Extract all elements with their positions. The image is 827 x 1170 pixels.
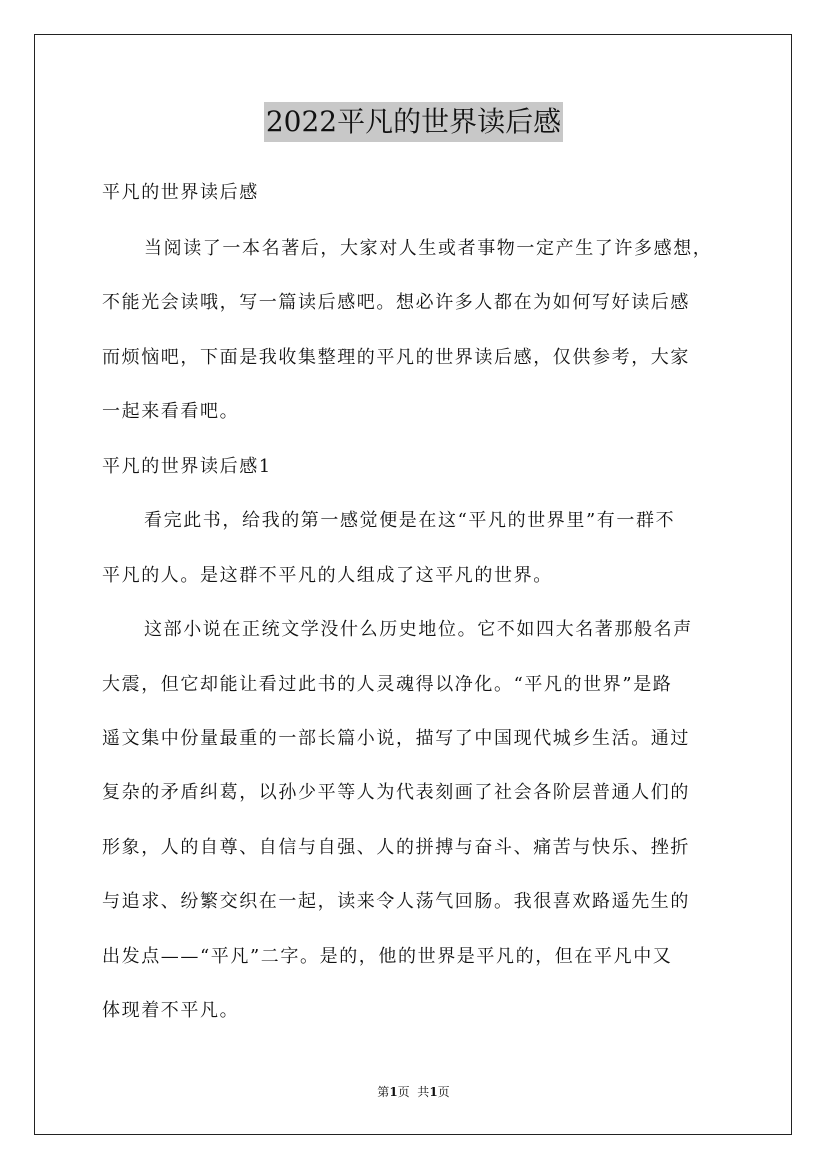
footer-total-pages: 1 bbox=[429, 1085, 438, 1099]
paragraph-line: 而烦恼吧，下面是我收集整理的平凡的世界读后感，仅供参考，大家 bbox=[102, 347, 690, 368]
title-container bbox=[0, 102, 827, 142]
paragraph-line: 这部小说在正统文学没什么历史地位。它不如四大名著那般名声 bbox=[144, 619, 693, 640]
paragraph-line: 大震，但它却能让看过此书的人灵魂得以净化。“平凡的世界”是路 bbox=[102, 674, 673, 695]
section-heading: 平凡的世界读后感1 bbox=[102, 456, 272, 477]
paragraph-line: 形象，人的自尊、自信与自强、人的拼搏与奋斗、痛苦与快乐、挫折 bbox=[102, 837, 690, 858]
paragraph-line: 遥文集中份量最重的一部长篇小说，描写了中国现代城乡生活。通过 bbox=[102, 728, 690, 749]
paragraph-line: 一起来看看吧。 bbox=[102, 401, 240, 422]
footer-page-number: 1 bbox=[389, 1085, 398, 1099]
page-footer bbox=[0, 1084, 827, 1100]
footer-middle: 页 共 bbox=[397, 1085, 430, 1099]
paragraph-line: 体现着不平凡。 bbox=[102, 1000, 240, 1021]
paragraph-line: 平凡的人。是这群不平凡的人组成了这平凡的世界。 bbox=[102, 565, 553, 586]
paragraph-line: 当阅读了一本名著后，大家对人生或者事物一定产生了许多感想， bbox=[144, 238, 713, 259]
footer-suffix: 页 bbox=[437, 1085, 450, 1099]
paragraph-line: 复杂的矛盾纠葛，以孙少平等人为代表刻画了社会各阶层普通人们的 bbox=[102, 782, 690, 803]
paragraph-line: 与追求、纷繁交织在一起，读来令人荡气回肠。我很喜欢路遥先生的 bbox=[102, 891, 690, 912]
paragraph-line: 不能光会读哦，写一篇读后感吧。想必许多人都在为如何写好读后感 bbox=[102, 292, 690, 313]
paragraph-line: 出发点——“平凡”二字。是的，他的世界是平凡的，但在平凡中又 bbox=[102, 946, 673, 967]
paragraph-line: 看完此书，给我的第一感觉便是在这“平凡的世界里”有一群不 bbox=[144, 510, 676, 531]
document-title: 2022平凡的世界读后感 bbox=[264, 102, 563, 142]
section-heading: 平凡的世界读后感 bbox=[102, 182, 259, 203]
footer-prefix: 第 bbox=[377, 1085, 390, 1099]
